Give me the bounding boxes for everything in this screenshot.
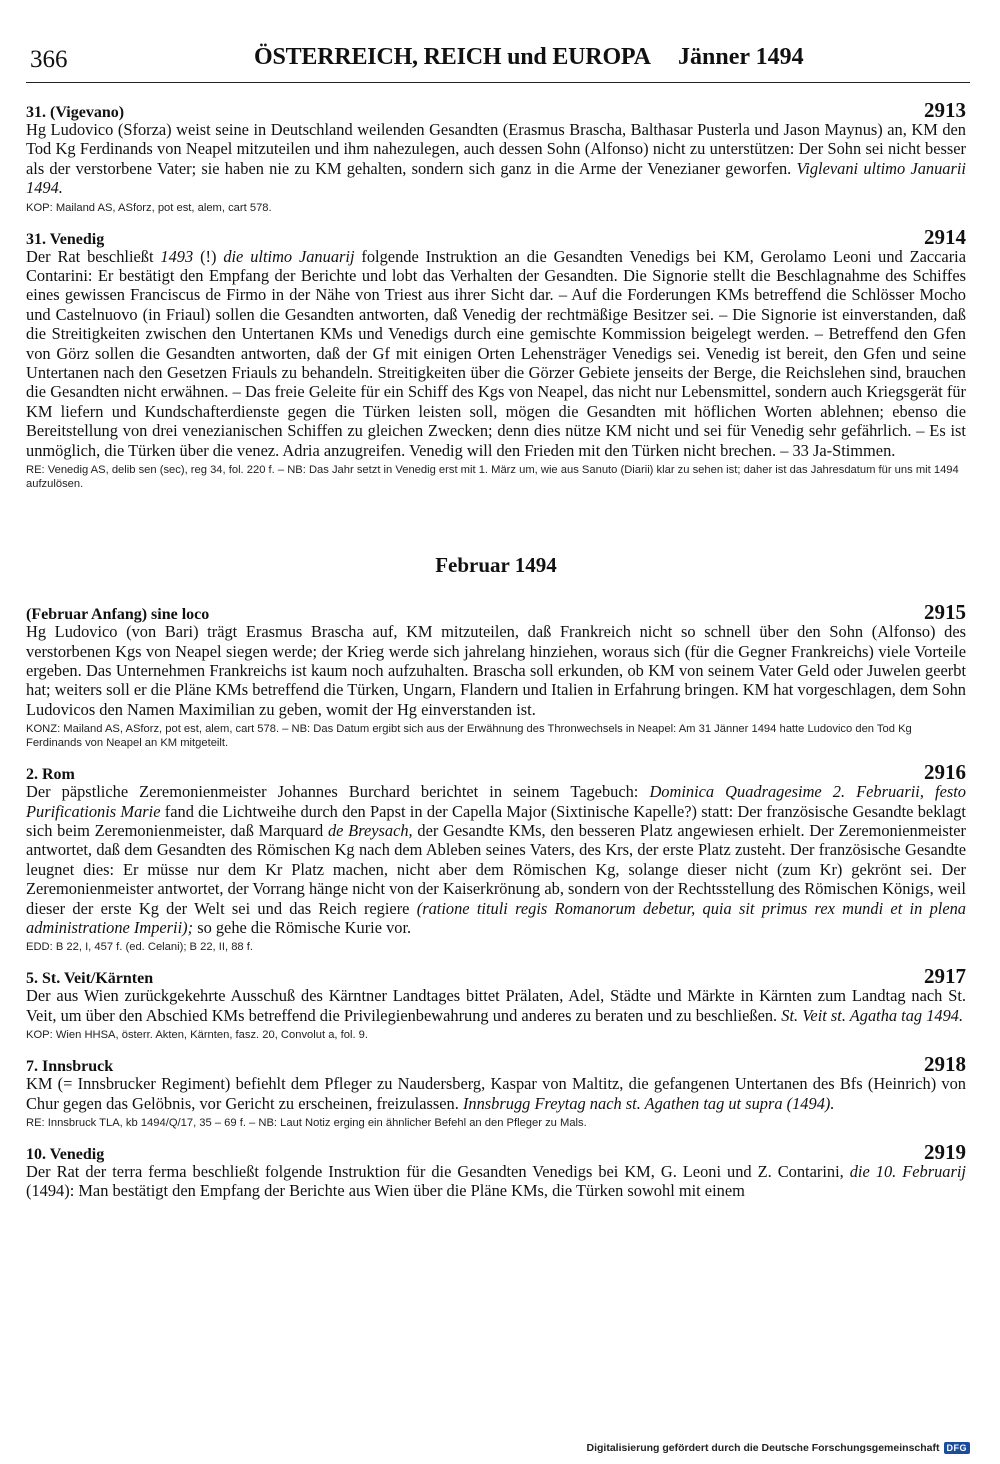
entry-2915 [26, 600, 966, 750]
entry-number: 2919 [924, 1140, 966, 1164]
entry-location: 5. St. Veit/Kärnten [26, 970, 154, 988]
entry-number: 2917 [924, 964, 966, 989]
entry-2918 [26, 1052, 966, 1130]
entry-source: RE: Innsbruck TLA, kb 1494/Q/17, 35 – 69 f. – NB: Laut Notiz erging ein ähnlicher Befehl an den Pfleger zu Mals. [26, 1117, 587, 1129]
credit-text: Digitalisierung gefördert durch die Deutsche Forschungsgemeinschaft [586, 1442, 940, 1454]
entry-number: 2915 [924, 600, 966, 625]
entry-2913 [26, 98, 966, 215]
digitization-credit [587, 1442, 970, 1454]
entry-location: 2. Rom [26, 766, 75, 784]
entry-source: KOP: Mailand AS, ASforz, pot est, alem, cart 578. [26, 201, 272, 214]
entry-text: Der Rat beschließt 1493 (!) die ultimo Januarij folgende Instruktion an die Gesandten Venedigs bei KM, Gerolamo Leoni und Zaccaria Contarini: Er bestätigt den Empfang der Berichte und lobt das Verhalten der Gesandten. Die Signorie stellt die Beschlagnahme des Schiffes eines gewissen Franciscus de Firmo in der Nähe von Triest aus ihrer Sicht dar. – Auf die Forderungen KMs betreffend die Schlösser Mocho und Castelnuovo (in Friaul) sollen die Gesandten antworten, daß Venedig der rechtmäßige Besitzer sei. – Die Signorie ist einverstanden, daß die Streitigkeiten zwischen den Untertanen KMs und Venedigs durch eine gemischte Kommission beigelegt werden. – Betreffend den Gfen von Görz sollen die Gesandten antworten, daß der Gf mit einigen Orten Lehensträger Venedigs sei. Venedig ist bereit, den Gfen und seine Untertanen nach den Gesetzen Friauls zu behandeln. Streitigkeiten über die Görzer Gebiete jenseits der Berge, die Reichslehen sind, brauchen die Gesandten nicht erwähnen. – Das freie Geleite für ein Schiff des Kgs von Neapel, das nicht nur Lebensmittel, sondern auch Kriegsgerät für KM liefern und Kundschafterdienste gegen die Türken leisten soll, mögen die Gesandten mit höflichen Worten ablehnen; ebenso die Bereitstellung von drei venezianischen Schiffen zu gleichen Zwecken; denn dies nütze KM nicht und sei für Venedig sehr gefährlich. – Es ist unmöglich, die Türken über die venez. Adria anzugreifen. Venedig will den Frieden mit den Türken nicht brechen. – 33 Ja-Stimmen. [26, 246, 966, 460]
entry-text: Hg Ludovico (von Bari) trägt Erasmus Brascha auf, KM mitzuteilen, daß Frankreich nicht so schnell über den Sohn (Alfonso) des verstorbenen Kgs von Neapel siegen werde; der Krieg werde sich jahrelang hinziehen, woraus sich (für die Gegner Frankreichs) viele Vorteile ergeben. Das Unternehmen Frankreichs ist kaum noch aufzuhalten. Brascha soll erkunden, ob KM von seinem Vater Geld oder Juwelen geerbt hat; weiters soll er die Pläne KMs betreffend die Türken, Ungarn, Flandern und Italien in Erfahrung bringen. KM hat vorgeschlagen, dem Sohn Ludovicos den Namen Maximilian zu geben, womit der Hg einverstanden ist. [26, 622, 966, 719]
entry-location: (Februar Anfang) sine loco [26, 606, 210, 624]
entry-number: 2913 [924, 98, 966, 122]
entry-text: Hg Ludovico (Sforza) weist seine in Deutschland weilenden Gesandten (Erasmus Brascha, Balthasar Pusterla und Jason Maynus) an, KM den Tod Kg Ferdinands von Neapel mitzuteilen und ihm nahezulegen, auch dessen Sohn (Alfonso) nicht zu unterstützen: Der Sohn sei nicht besser als der verstorbene Vater; sie haben nie zu KM gehalten, sondern sich ganz in die Arme der Venezianer geworfen. Viglevani ultimo Januarii 1494. [26, 120, 966, 198]
entry-2914 [26, 225, 966, 491]
entry-text: Der päpstliche Zeremonienmeister Johannes Burchard berichtet in seinem Tagebuch: Dominica Quadragesime 2. Februarii, festo Purificationis Marie fand die Lichtweihe durch den Papst in der Capella Major (Sixtinische Kapelle?) statt: Der französische Gesandte beklagt sich beim Zeremonienmeister, daß Marquard de Breysach, der Gesandte KMs, den besseren Platz angewiesen erhielt. Der Zeremonienmeister antwortet, daß dem Gesandten des Römischen Kg nach dem Ableben seines Vaters, des Krs, der erste Platz zusteht. Der französische Gesandte leugnet dies: Er müsse nur dem Kr Platz machen, nicht aber dem Römischen Kg, solange dieser nicht (zum Kr) gekrönt sei. Der Zeremonienmeister antwortet, der Vorrang hänge nicht von der Kaiserkrönung ab, sondern von der Rechtsstellung des Römischen Königs, weil dieser der erste Kg der Welt sei und das Reich regiere (ratione tituli regis Romanorum debetur, quia sit primus rex mundi et in plena administratione Imperii); so gehe die Römische Kurie vor. [26, 782, 966, 937]
entry-location: 31. Venedig [26, 230, 105, 248]
entry-text: Der Rat der terra ferma beschließt folgende Instruktion für die Gesandten Venedigs bei KM, G. Leoni und Z. Contarini, die 10. Februarij (1494): Man bestätigt den Empfang der Berichte aus Wien über die Pläne KMs, die Türken sowohl mit einem [26, 1162, 966, 1201]
page-number: 366 [30, 46, 68, 73]
entry-location: 7. Innsbruck [26, 1058, 114, 1076]
entry-source: KONZ: Mailand AS, ASforz, pot est, alem, cart 578. – NB: Das Datum ergibt sich aus der Erwähnung des Thronwechsels in Neapel: Am 31 Jänner 1494 hatte Ludovico den Tod Kg Ferdinands von Neapel an KM mitgeteilt. [26, 723, 912, 750]
page-header [26, 42, 970, 83]
dfg-logo: DFG [944, 1442, 971, 1454]
entry-text: KM (= Innsbrucker Regiment) befiehlt dem Pfleger zu Naudersberg, Kaspar von Maltitz, die gefangenen Untertanen des Bfs (Heinrich) von Chur gegen das Gelöbnis, vor Gericht zu erscheinen, freizulassen. Innsbrugg Freytag nach st. Agathen tag ut supra (1494). [26, 1074, 966, 1113]
entry-location: 10. Venedig [26, 1146, 105, 1163]
page-content [26, 98, 966, 1211]
entry-number: 2918 [924, 1052, 966, 1077]
entry-location: 31. (Vigevano) [26, 104, 125, 121]
entry-source: RE: Venedig AS, delib sen (sec), reg 34, fol. 220 f. – NB: Das Jahr setzt in Venedig erst mit 1. März um, wie aus Sanuto (Diarii) klar zu sehen ist; daher ist das Jahresdatum für uns mit 1494 aufzulösen. [26, 464, 959, 491]
entry-2919 [26, 1140, 966, 1201]
entry-number: 2914 [924, 224, 966, 249]
entry-number: 2916 [924, 760, 966, 785]
running-title: ÖSTERREICH, REICH und EUROPA [254, 44, 651, 70]
entry-source: EDD: B 22, I, 457 f. (ed. Celani); B 22, II, 88 f. [26, 941, 253, 954]
entry-2917 [26, 964, 966, 1042]
entry-2916 [26, 760, 966, 954]
running-date: Jänner 1494 [678, 44, 804, 70]
section-heading: Februar 1494 [435, 553, 557, 578]
entry-source: KOP: Wien HHSA, österr. Akten, Kärnten, fasz. 20, Convolut a, fol. 9. [26, 1029, 368, 1042]
entry-text: Der aus Wien zurückgekehrte Ausschuß des Kärntner Landtages bittet Prälaten, Adel, Städte und Märkte in Kärnten zum Landtag nach St. Veit, um über den Abschied KMs betreffend die Privilegienbewahrung und anderes zu beraten und zu beschließen. St. Veit st. Agatha tag 1494. [26, 986, 966, 1025]
